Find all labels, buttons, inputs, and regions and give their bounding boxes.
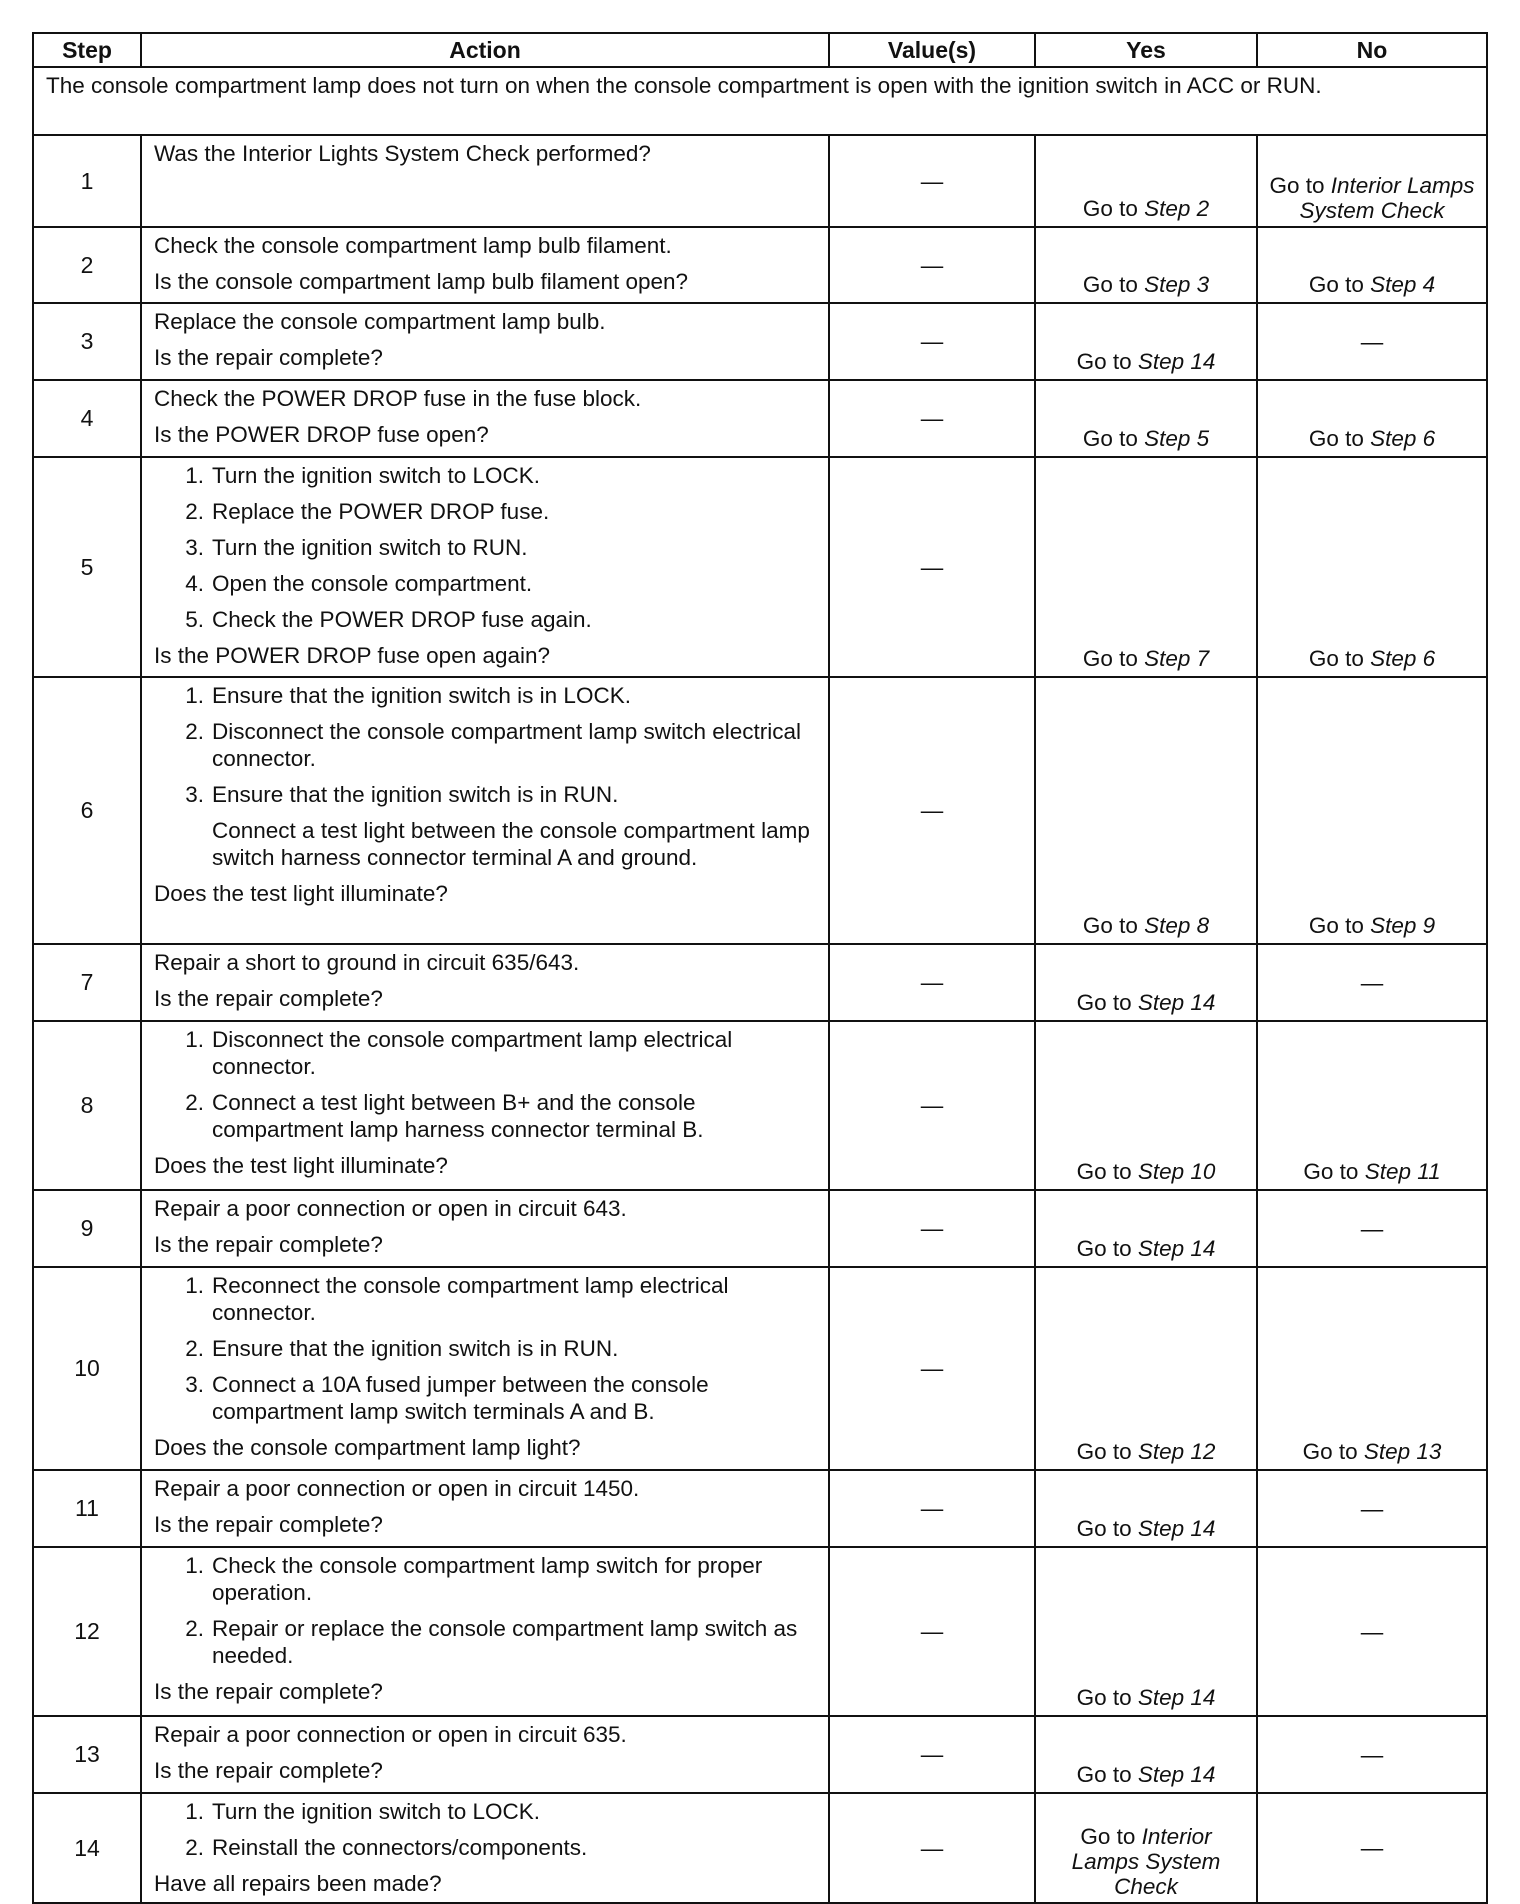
no-cell: [1257, 1267, 1487, 1470]
table-row: [33, 457, 1487, 677]
action-list-item: [154, 781, 818, 808]
action-text: Repair a poor connection or open in circuit 635.: [154, 1722, 627, 1747]
value-cell: —: [829, 1547, 1035, 1716]
action-list-item: [154, 570, 818, 597]
no-goto: [1258, 1158, 1486, 1185]
header-step: Step: [33, 33, 141, 67]
yes-goto: [1036, 912, 1256, 939]
value-cell: —: [829, 1190, 1035, 1267]
goto-target: Step 14: [1137, 990, 1216, 1015]
table-row: [33, 380, 1487, 457]
action-cell: [141, 135, 829, 227]
step-number: 7: [33, 944, 141, 1021]
goto-prefix: Go to: [1076, 1762, 1138, 1787]
action-cell: [141, 457, 829, 677]
action-list-item: [154, 498, 818, 525]
goto-prefix: Go to: [1308, 272, 1371, 297]
value-cell: —: [829, 227, 1035, 303]
step-number: 9: [33, 1190, 141, 1267]
goto-target: Step 8: [1144, 913, 1210, 938]
goto-prefix: Go to: [1076, 1685, 1138, 1710]
action-item-text: Disconnect the console compartment lamp electrical connector.: [212, 1027, 733, 1079]
no-cell: [1257, 1470, 1487, 1547]
yes-cell: [1035, 1716, 1257, 1793]
value-cell: —: [829, 303, 1035, 380]
value-cell: —: [829, 1716, 1035, 1793]
action-list-item: [154, 1026, 818, 1080]
goto-target: Step 9: [1370, 913, 1436, 938]
yes-goto: [1036, 1158, 1256, 1185]
action-sub-text: Connect a test light between the console compartment lamp switch harness connector terminal A and ground.: [212, 818, 810, 870]
step-number: 1: [33, 135, 141, 227]
no-dash: —: [1360, 1835, 1384, 1861]
action-item-text: Connect a test light between B+ and the console compartment lamp harness connector terminal B.: [212, 1090, 704, 1142]
goto-target: Step 6: [1370, 646, 1436, 671]
value-cell: —: [829, 677, 1035, 944]
action-item-text: Reconnect the console compartment lamp electrical connector.: [212, 1273, 729, 1325]
yes-goto: [1036, 989, 1256, 1016]
action-question: Is the console compartment lamp bulb filament open?: [154, 269, 689, 294]
action-list-item: [154, 1834, 818, 1861]
table-row: [33, 1793, 1487, 1903]
no-dash: —: [1360, 329, 1384, 354]
action-item-text: Turn the ignition switch to LOCK.: [212, 1799, 541, 1824]
header-yes: Yes: [1035, 33, 1257, 67]
goto-prefix: Go to: [1269, 173, 1331, 198]
action-question: Does the test light illuminate?: [154, 1153, 448, 1178]
action-item-number: 1.: [185, 1027, 204, 1052]
action-list-item: [154, 682, 818, 709]
step-number: 4: [33, 380, 141, 457]
step-number: 8: [33, 1021, 141, 1190]
action-cell: [141, 1190, 829, 1267]
action-item-number: 3.: [185, 1372, 204, 1397]
goto-target: Step 4: [1370, 272, 1436, 297]
table-row: [33, 944, 1487, 1021]
value-cell: —: [829, 944, 1035, 1021]
action-question: Does the console compartment lamp light?: [154, 1435, 581, 1460]
value-cell: —: [829, 457, 1035, 677]
yes-goto: [1036, 1438, 1256, 1465]
goto-prefix: Go to: [1076, 1159, 1138, 1184]
goto-target: Interior Lamps System Check: [1299, 173, 1475, 223]
action-item-number: 2.: [185, 1090, 204, 1115]
action-question: Is the repair complete?: [154, 345, 383, 370]
action-question: Have all repairs been made?: [154, 1871, 442, 1896]
value-cell: —: [829, 1793, 1035, 1903]
action-item-text: Repair or replace the console compartment lamp switch as needed.: [212, 1616, 798, 1668]
action-item-number: 5.: [185, 607, 204, 632]
goto-prefix: Go to: [1082, 426, 1145, 451]
step-number: 13: [33, 1716, 141, 1793]
action-item-text: Check the console compartment lamp switch for proper operation.: [212, 1553, 763, 1605]
goto-prefix: Go to: [1076, 349, 1138, 374]
no-cell: [1257, 1190, 1487, 1267]
goto-target: Step 14: [1137, 1762, 1216, 1787]
table-row: [33, 1267, 1487, 1470]
action-text: Replace the console compartment lamp bulb.: [154, 309, 606, 334]
step-number: 10: [33, 1267, 141, 1470]
goto-target: Step 14: [1137, 1685, 1216, 1710]
action-text: Check the console compartment lamp bulb filament.: [154, 233, 672, 258]
yes-cell: [1035, 1470, 1257, 1547]
no-goto: [1258, 271, 1486, 298]
no-dash: —: [1360, 1216, 1384, 1241]
yes-cell: [1035, 1267, 1257, 1470]
no-goto: [1258, 1438, 1486, 1465]
yes-cell: [1035, 677, 1257, 944]
action-cell: [141, 677, 829, 944]
no-cell: [1257, 380, 1487, 457]
step-number: 3: [33, 303, 141, 380]
action-list-item: [154, 462, 818, 489]
no-goto: [1258, 425, 1486, 452]
table-row: [33, 677, 1487, 944]
table-row: [33, 1470, 1487, 1547]
action-item-number: 1.: [185, 1799, 204, 1824]
action-item-text: Turn the ignition switch to RUN.: [212, 535, 528, 560]
goto-prefix: Go to: [1308, 426, 1371, 451]
action-question: Is the repair complete?: [154, 1679, 383, 1704]
header-row: [33, 33, 1487, 67]
step-number: 11: [33, 1470, 141, 1547]
goto-target: Step 14: [1137, 1516, 1216, 1541]
no-cell: [1257, 677, 1487, 944]
no-goto: [1258, 645, 1486, 672]
action-list-item: [154, 718, 818, 772]
no-dash: —: [1360, 1742, 1384, 1767]
no-cell: [1257, 135, 1487, 227]
goto-target: Step 13: [1363, 1439, 1442, 1464]
goto-target: Step 6: [1370, 426, 1436, 451]
action-cell: [141, 227, 829, 303]
goto-target: Step 10: [1137, 1159, 1216, 1184]
goto-target: Step 12: [1137, 1439, 1216, 1464]
no-cell: [1257, 1716, 1487, 1793]
goto-prefix: Go to: [1303, 1159, 1365, 1184]
action-question: Is the POWER DROP fuse open?: [154, 422, 489, 447]
action-text: Repair a poor connection or open in circuit 1450.: [154, 1476, 640, 1501]
yes-goto: [1036, 195, 1256, 222]
table-row: [33, 303, 1487, 380]
value-cell: —: [829, 1470, 1035, 1547]
goto-prefix: Go to: [1076, 990, 1138, 1015]
action-item-text: Disconnect the console compartment lamp switch electrical connector.: [212, 719, 801, 771]
action-list-item: [154, 1798, 818, 1825]
action-item-number: 2.: [185, 719, 204, 744]
action-item-number: 3.: [185, 535, 204, 560]
action-cell: [141, 1470, 829, 1547]
table-row: [33, 227, 1487, 303]
yes-goto: [1036, 1515, 1256, 1542]
action-item-text: Ensure that the ignition switch is in LOCK.: [212, 683, 631, 708]
goto-target: Interior Lamps System Check: [1071, 1824, 1221, 1899]
goto-target: Step 7: [1144, 646, 1210, 671]
action-text: Check the POWER DROP fuse in the fuse block.: [154, 386, 642, 411]
goto-target: Step 14: [1137, 349, 1216, 374]
value-cell: —: [829, 1021, 1035, 1190]
value-cell: —: [829, 135, 1035, 227]
no-cell: [1257, 227, 1487, 303]
goto-prefix: Go to: [1308, 913, 1371, 938]
goto-target: Step 11: [1364, 1159, 1441, 1184]
goto-target: Step 14: [1137, 1236, 1216, 1261]
goto-prefix: Go to: [1302, 1439, 1364, 1464]
action-item-number: 2.: [185, 1835, 204, 1860]
action-cell: [141, 1021, 829, 1190]
yes-goto: [1036, 348, 1256, 375]
action-list-item: [154, 606, 818, 633]
goto-prefix: Go to: [1076, 1516, 1138, 1541]
action-item-number: 2.: [185, 1616, 204, 1641]
yes-goto: [1036, 1824, 1256, 1899]
action-item-number: 1.: [185, 463, 204, 488]
action-item-text: Connect a 10A fused jumper between the console compartment lamp switch terminals A and B.: [212, 1372, 709, 1424]
action-item-text: Replace the POWER DROP fuse.: [212, 499, 550, 524]
step-number: 6: [33, 677, 141, 944]
yes-cell: [1035, 1793, 1257, 1903]
no-dash: —: [1360, 1619, 1384, 1644]
no-goto: [1258, 173, 1486, 223]
step-number: 2: [33, 227, 141, 303]
no-cell: [1257, 1021, 1487, 1190]
action-item-number: 2.: [185, 499, 204, 524]
goto-prefix: Go to: [1080, 1824, 1142, 1849]
yes-cell: [1035, 1547, 1257, 1716]
no-cell: [1257, 1793, 1487, 1903]
no-cell: [1257, 944, 1487, 1021]
yes-goto: [1036, 1761, 1256, 1788]
yes-goto: [1036, 425, 1256, 452]
yes-cell: [1035, 944, 1257, 1021]
intro-row: [33, 67, 1487, 135]
table-row: [33, 1716, 1487, 1793]
no-cell: [1257, 1547, 1487, 1716]
header-action: Action: [141, 33, 829, 67]
goto-target: Step 5: [1144, 426, 1210, 451]
action-cell: [141, 1716, 829, 1793]
yes-cell: [1035, 1190, 1257, 1267]
yes-goto: [1036, 1235, 1256, 1262]
goto-prefix: Go to: [1082, 196, 1145, 221]
action-item-number: 1.: [185, 1273, 204, 1298]
yes-cell: [1035, 380, 1257, 457]
step-number: 12: [33, 1547, 141, 1716]
action-list-item: [154, 1089, 818, 1143]
action-cell: [141, 1267, 829, 1470]
yes-goto: [1036, 645, 1256, 672]
action-text: Repair a poor connection or open in circuit 643.: [154, 1196, 627, 1221]
step-number: 14: [33, 1793, 141, 1903]
yes-cell: [1035, 303, 1257, 380]
action-list-item: [154, 534, 818, 561]
action-list-item: [154, 1335, 818, 1362]
action-cell: [141, 1793, 829, 1903]
goto-prefix: Go to: [1308, 646, 1371, 671]
action-item-text: Reinstall the connectors/components.: [212, 1835, 588, 1860]
action-item-text: Open the console compartment.: [212, 571, 533, 596]
no-cell: [1257, 303, 1487, 380]
action-question: Is the repair complete?: [154, 1512, 383, 1537]
no-dash: —: [1360, 970, 1384, 995]
step-number: 5: [33, 457, 141, 677]
action-item-number: 4.: [185, 571, 204, 596]
action-item-text: Ensure that the ignition switch is in RUN.: [212, 1336, 619, 1361]
action-question: Was the Interior Lights System Check performed?: [154, 141, 651, 166]
goto-target: Step 3: [1144, 272, 1210, 297]
table-row: [33, 1021, 1487, 1190]
action-item-number: 3.: [185, 782, 204, 807]
action-question: Does the test light illuminate?: [154, 881, 448, 906]
goto-prefix: Go to: [1076, 1236, 1138, 1261]
action-list-item: [154, 1272, 818, 1326]
yes-cell: [1035, 457, 1257, 677]
action-question: Is the repair complete?: [154, 1232, 383, 1257]
yes-cell: [1035, 227, 1257, 303]
goto-prefix: Go to: [1082, 913, 1145, 938]
action-item-text: Check the POWER DROP fuse again.: [212, 607, 592, 632]
action-cell: [141, 380, 829, 457]
no-goto: [1258, 912, 1486, 939]
action-list-item: [154, 1552, 818, 1606]
goto-prefix: Go to: [1076, 1439, 1138, 1464]
yes-goto: [1036, 1684, 1256, 1711]
action-item-number: 1.: [185, 683, 204, 708]
table-row: [33, 1190, 1487, 1267]
action-item-number: 2.: [185, 1336, 204, 1361]
yes-cell: [1035, 1021, 1257, 1190]
value-cell: —: [829, 1267, 1035, 1470]
action-question: Is the repair complete?: [154, 1758, 383, 1783]
goto-prefix: Go to: [1082, 272, 1145, 297]
action-cell: [141, 944, 829, 1021]
action-cell: [141, 303, 829, 380]
action-list-item: [154, 1371, 818, 1425]
action-list-item: [154, 1615, 818, 1669]
intro-text: The console compartment lamp does not turn on when the console compartment is open with the ignition switch in ACC or RUN.: [33, 67, 1487, 135]
action-cell: [141, 1547, 829, 1716]
diagnostic-table: [32, 32, 1488, 1904]
action-item-text: Turn the ignition switch to LOCK.: [212, 463, 541, 488]
no-dash: —: [1360, 1496, 1384, 1521]
goto-target: Step 2: [1144, 196, 1210, 221]
yes-goto: [1036, 271, 1256, 298]
action-item-number: 1.: [185, 1553, 204, 1578]
action-text: Repair a short to ground in circuit 635/643.: [154, 950, 580, 975]
header-values: Value(s): [829, 33, 1035, 67]
table-row: [33, 1547, 1487, 1716]
table-row: [33, 135, 1487, 227]
header-no: No: [1257, 33, 1487, 67]
action-question: Is the POWER DROP fuse open again?: [154, 643, 551, 668]
action-item-text: Ensure that the ignition switch is in RUN.: [212, 782, 619, 807]
goto-prefix: Go to: [1082, 646, 1145, 671]
value-cell: —: [829, 380, 1035, 457]
action-question: Is the repair complete?: [154, 986, 383, 1011]
yes-cell: [1035, 135, 1257, 227]
no-cell: [1257, 457, 1487, 677]
